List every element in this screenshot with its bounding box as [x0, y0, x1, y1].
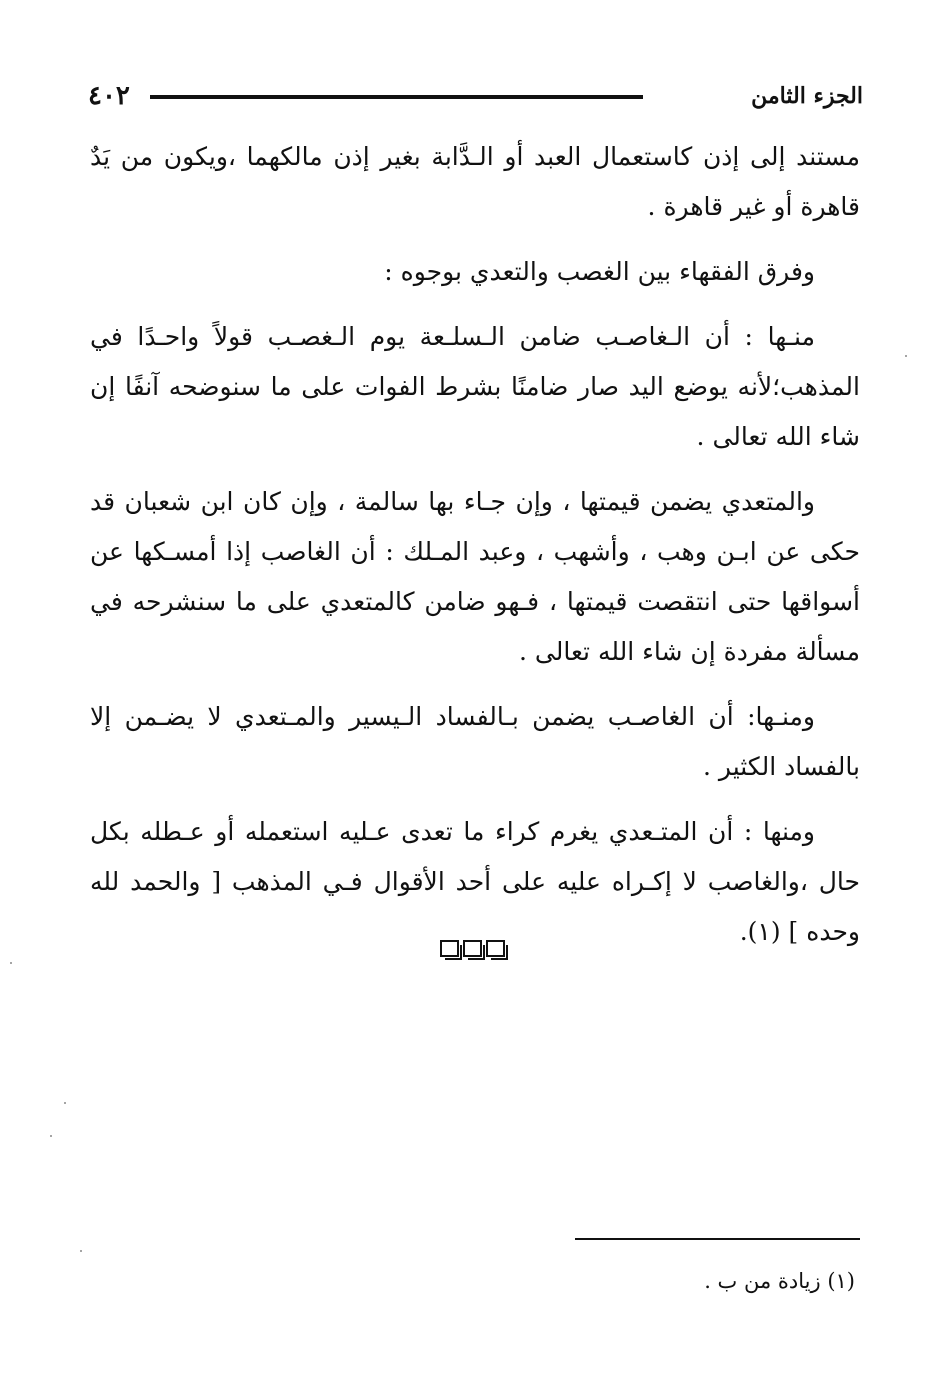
running-title: الجزء الثامن — [751, 83, 863, 109]
ornament-square-icon — [486, 940, 505, 957]
paragraph: ومنها : أن المتـعدي يغرم كراء ما تعدى عـليه استعمله أو عـطله بكل حال ،والغاصب لا إكـراه عليه على أحد الأقوال فـي المذهب [ والحمد لله وحده ] (١). — [90, 817, 860, 946]
ornament-square-icon — [463, 940, 482, 957]
header-rule — [150, 95, 643, 99]
scan-speck — [50, 1135, 52, 1137]
paragraph: مستند إلى إذن كاستعمال العبد أو الـدَّابة بغير إذن مالكهما ،ويكون من يَدٌ قاهرة أو غير قاهرة . — [90, 142, 860, 221]
paragraph: ومنـها: أن الغاصـب يضمن بـالفساد الـيسير والمـتعدي لا يضـمن إلا بالفساد الكثير . — [90, 702, 860, 781]
scan-speck — [905, 355, 907, 357]
running-header — [88, 78, 863, 114]
section-end-ornament — [440, 940, 512, 958]
scan-speck — [10, 962, 12, 964]
body-text — [90, 132, 860, 972]
paragraph: منـها : أن الـغاصـب ضامن الـسلـعة يوم الـغصـب قولاً واحـدًا في المذهب؛لأنه يوضع اليد صار ضامنًا بشرط الفوات على ما سنوضحه آنفًا إن شاء الله تعالى . — [90, 322, 860, 451]
scan-speck — [64, 1102, 66, 1104]
footnote-rule — [575, 1238, 860, 1240]
paragraph: والمتعدي يضمن قيمتها ، وإن جـاء بها سالمة ، وإن كان ابن شعبان قد حكى عن ابـن وهب ، وأشهب ، وعبد المـلك : أن الغاصب إذا أمسـكها عن أسواقها حتى انتقصت قيمتها ، فـهو ضامن كالمتعدي على ما سنشرحه في مسألة مفردة إن شاء الله تعالى . — [90, 487, 860, 666]
ornament-square-icon — [440, 940, 459, 957]
page-number: ٤٠٢ — [88, 81, 130, 111]
scan-speck — [80, 1250, 82, 1252]
paragraph: وفرق الفقهاء بين الغصب والتعدي بوجوه : — [384, 257, 815, 286]
footnote: (١) زيادة من ب . — [704, 1269, 855, 1293]
